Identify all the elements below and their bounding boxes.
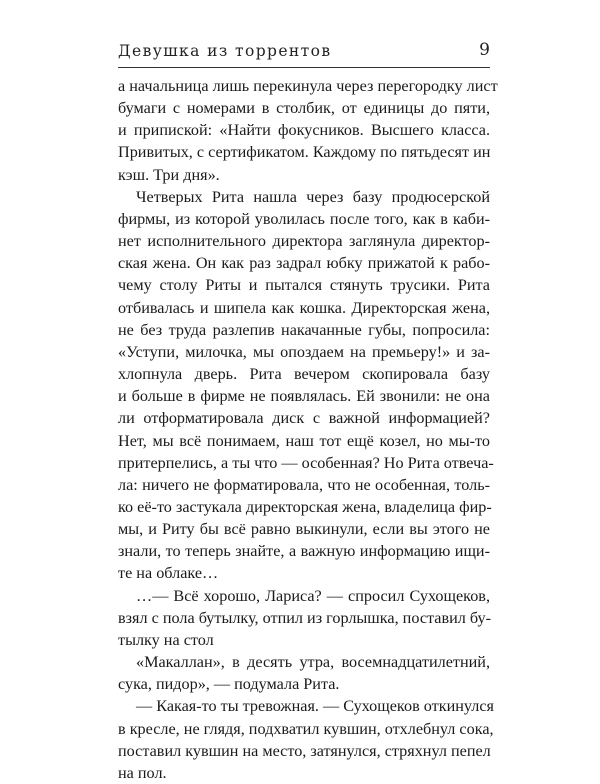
text-line: на пол. — [118, 763, 167, 782]
paragraph — [118, 186, 494, 585]
text-line: отбивалась и шипела как кошка. Директорская жена, — [118, 298, 490, 317]
paragraph — [118, 695, 494, 784]
text-line: в кресле, не глядя, подхватил кувшин, отхлебнул сока, — [118, 719, 494, 738]
text-line: сука, пидор», — подумала Рита. — [118, 675, 340, 694]
text-line: ли отформатировала диск с важной информацией? — [118, 409, 490, 428]
text-line: кэш. Три дня». — [118, 165, 220, 184]
text-line: ская жена. Он как раз задрал юбку прижатой к рабо- — [118, 254, 490, 273]
text-line: ла: ничего не форматировала, что не особенная, толь- — [118, 475, 490, 494]
text-line: …— Всё хорошо, Лариса? — спросил Сухощеков, — [136, 586, 490, 605]
body-text — [118, 75, 498, 784]
header-rule — [118, 67, 490, 68]
text-line: «Макаллан», в десять утра, восемнадцатилетний, — [136, 653, 490, 672]
text-line: поставил кувшин на место, затянулся, стряхнул пепел — [118, 741, 491, 760]
text-line: притерпелись, а ты что — особенная? Но Рита отвеча- — [118, 453, 494, 472]
text-line: бумаги с номерами в столбик, от единицы до пяти, — [118, 99, 490, 118]
text-line: а начальница лишь перекинула через перегородку лист — [118, 77, 498, 95]
page-number: 9 — [479, 40, 490, 60]
text-line: чему столу Риты и пытался стянуть трусики. Рита — [118, 276, 490, 295]
text-line: ко её-то застукала директорская жена, владелица фир- — [118, 497, 492, 516]
text-line: «Уступи, милочка, мы опоздаем на премьеру!» и за- — [118, 342, 490, 361]
text-line: фирмы, из которой уволилась после того, как в каби- — [118, 209, 490, 228]
text-line: не без труда разлепив накачанные губы, попросила: — [118, 320, 490, 339]
text-line: и припиской: «Найти фокусников. Высшего класса. — [118, 121, 490, 140]
paragraph — [118, 75, 498, 186]
text-line: тылку на стол — [118, 630, 214, 649]
text-line: взял с пола бутылку, отпил из горлышка, поставил бу- — [118, 608, 492, 627]
text-line: и больше в фирме не появлялась. Ей звонили: не она — [118, 387, 490, 406]
text-line: нет исполнительного директора заглянула директор- — [118, 232, 490, 251]
text-line: мы, и Риту бы всё равно выкинули, если вы этого не — [118, 520, 490, 539]
text-line: хлопнула дверь. Рита вечером скопировала базу — [118, 365, 490, 384]
paragraph — [118, 585, 490, 651]
text-line: Нет, мы всё понимаем, наш тот ещё козел, но мы-то — [118, 431, 490, 450]
page-header — [118, 40, 490, 66]
running-title: Девушка из торрентов — [118, 42, 332, 60]
text-line: — Какая-то ты тревожная. — Сухощеков откинулся — [136, 697, 494, 716]
paragraph — [118, 651, 490, 695]
text-line: Привитых, с сертификатом. Каждому по пятьдесят ин — [118, 143, 491, 162]
text-line: Четверых Рита нашла через базу продюсерской — [136, 187, 490, 206]
text-line: знали, то теперь знайте, а важную информацию ищи- — [118, 542, 490, 561]
text-line: те на облаке… — [118, 564, 219, 583]
